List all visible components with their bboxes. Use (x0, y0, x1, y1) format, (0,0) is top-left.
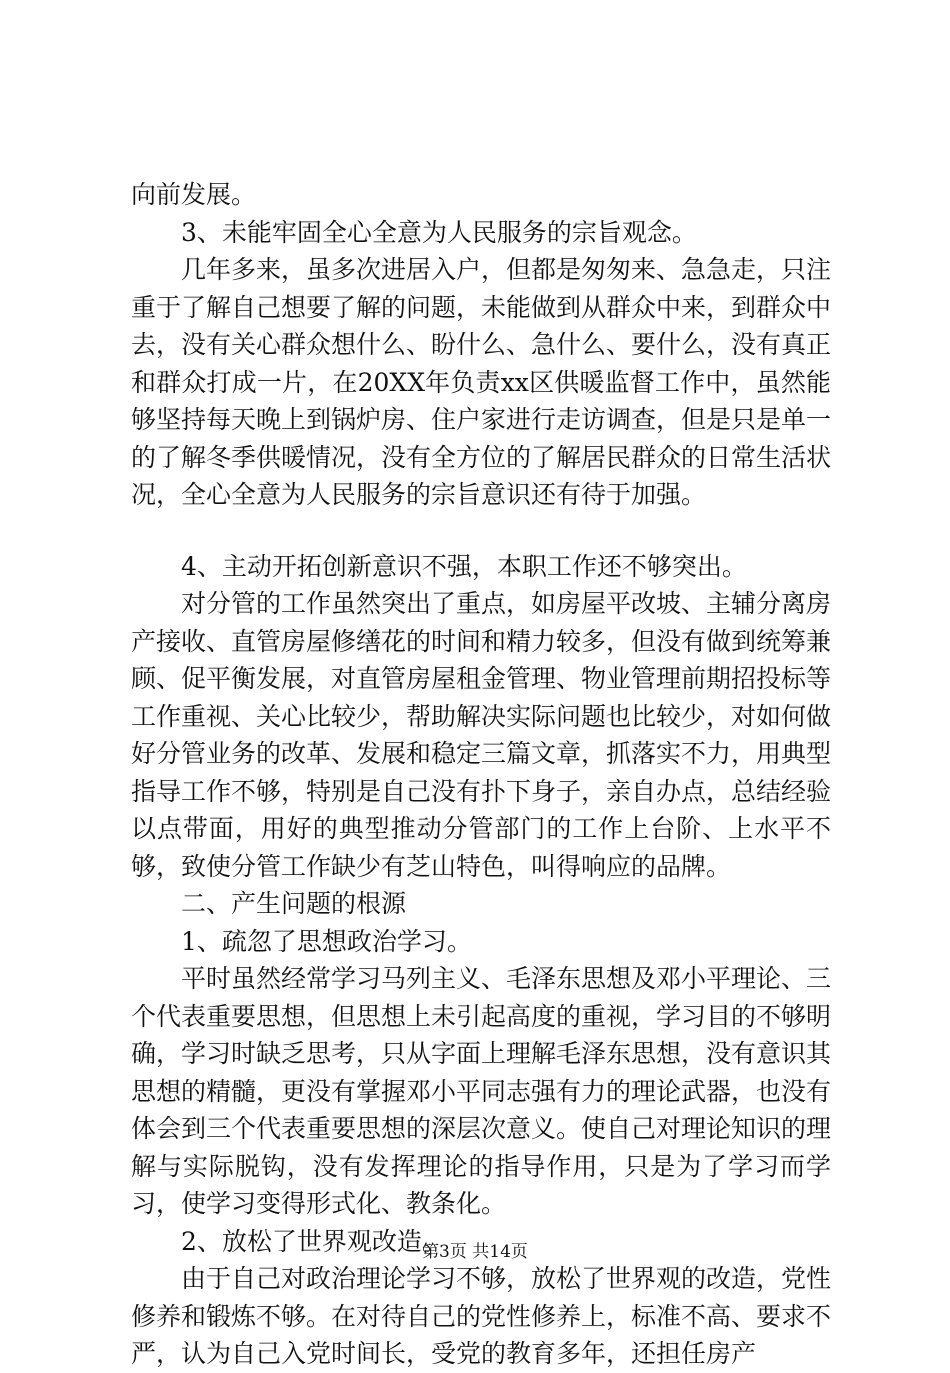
section-heading-roots: 二、产生问题的根源 (181, 889, 407, 918)
paragraph-point-3-body: 几年多来，虽多次进居入户，但都是匆匆来、急急走，只注重于了解自己想要了解的问题，未能做到从群众中来，到群众中去，没有关心群众想什么、盼什么、急什么、要什么，没有真正和群众打成一片，在20XX年负责xx区供暖监督工作中，虽然能够坚持每天晚上到锅炉房、住户家进行走访调查，但是只是单一的了解冬季供暖情况，没有全方位的了解居民群众的日常生活状况，全心全意为人民服务的宗旨意识还有待于加强。 (131, 255, 832, 509)
page-number-footer: 第3页 共14页 (422, 1242, 528, 1262)
heading-root-1: 1、疏忽了思想政治学习。 (181, 926, 472, 956)
paragraph-continuation: 向前发展。 (131, 180, 257, 209)
heading-point-4: 4、主动开拓创新意识不强，本职工作还不够突出。 (181, 551, 747, 581)
paragraph-point-4-body: 对分管的工作虽然突出了重点，如房屋平改坡、主辅分离房产接收、直管房屋修缮花的时间和精力较多，但没有做到统筹兼顾、促平衡发展，对直管房屋租金管理、物业管理前期招投标等工作重视、关心比较少，帮助解决实际问题也比较少，对如何做好分管业务的改革、发展和稳定三篇文章，抓落实不力，用典型指导工作不够，特别是自己没有扑下身子，亲自办点，总结经验以点带面，用好的典型推动分管部门的工作上台阶、上水平不够，致使分管工作缺少有芝山特色，叫得响应的品牌。 (131, 589, 832, 881)
document-body (131, 176, 831, 1373)
paragraph-root-2-body: 由于自己对政治理论学习不够，放松了世界观的改造，党性修养和锻炼不够。在对待自己的党性修养上，标准不高、要求不严，认为自己入党时间长，受党的教育多年，还担任房产 (131, 1264, 832, 1368)
heading-root-2: 2、放松了世界观改造。 (181, 1226, 447, 1256)
heading-point-3: 3、未能牢固全心全意为人民服务的宗旨观念。 (181, 217, 697, 247)
paragraph-root-1-body: 平时虽然经常学习马列主义、毛泽东思想及邓小平理论、三个代表重要思想，但思想上未引起高度的重视，学习目的不够明确，学习时缺乏思考，只从字面上理解毛泽东思想，没有意识其思想的精髓，更没有掌握邓小平同志强有力的理论武器，也没有体会到三个代表重要思想的深层次意义。使自己对理论知识的理解与实际脱钩，没有发挥理论的指导作用，只是为了学习而学习，使学习变得形式化、教条化。 (131, 964, 832, 1218)
